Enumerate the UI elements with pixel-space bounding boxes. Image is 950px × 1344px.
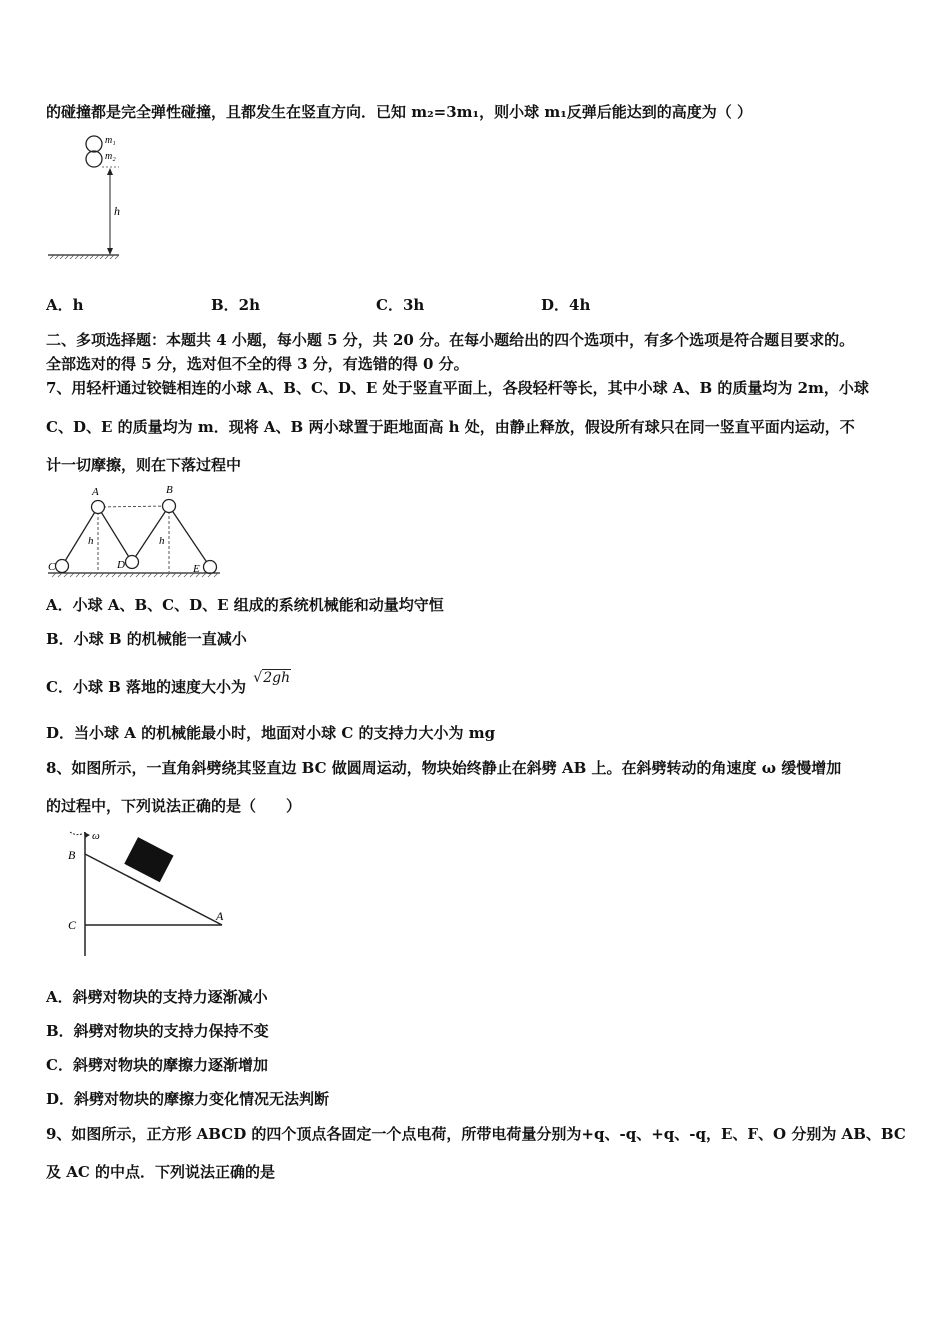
label-e: E (193, 563, 200, 575)
q8-line1: 8、如图所示，一直角斜劈绕其竖直边 BC 做圆周运动，物块始终静止在斜劈 AB 上。在斜劈转动的角速度 ω 缓慢增加 (46, 759, 842, 777)
label-a: A (216, 909, 224, 923)
q7-option-d: D．当小球 A 的机械能最小时，地面对小球 C 的支持力大小为 mg (46, 724, 496, 742)
q7-line2: C、D、E 的质量均为 m．现将 A、B 两小球置于距地面高 h 处，由静止释放，假设所有球只在同一竖直平面内运动，不 (46, 418, 855, 436)
ball-e (204, 561, 217, 574)
label-h2: h (159, 535, 165, 547)
ball-m2 (86, 151, 102, 167)
ball-a (92, 501, 105, 514)
q7-figure (44, 482, 224, 582)
label-omega: ω (92, 830, 100, 842)
ball-d (126, 556, 139, 569)
q7-option-c (46, 670, 291, 698)
q8-option-a: A．斜劈对物块的支持力逐渐减小 (46, 988, 268, 1006)
label-b: B (68, 848, 76, 862)
q6-figure (44, 130, 144, 265)
q7-option-b: B．小球 B 的机械能一直减小 (46, 630, 247, 648)
block (124, 837, 173, 882)
q8-figure (62, 826, 232, 961)
label-b: B (166, 484, 173, 496)
label-c: C (68, 918, 77, 932)
label-m2: m₂ (105, 151, 116, 162)
ball-c (56, 560, 69, 573)
q7-option-a: A．小球 A、B、C、D、E 组成的系统机械能和动量均守恒 (46, 596, 444, 614)
label-m1: m₁ (105, 135, 116, 146)
label-h1: h (88, 535, 94, 547)
section2-line2: 全部选对的得 5 分，选对但不全的得 3 分，有选错的得 0 分。 (46, 355, 469, 373)
q6-stem: 的碰撞都是完全弹性碰撞，且都发生在竖直方向．已知 m₂=3m₁，则小球 m₁反弹后能达到的高度为（ ） (46, 103, 753, 121)
q6-option-c: C．3h (376, 296, 425, 314)
label-a: A (92, 486, 99, 498)
ball-m1 (86, 136, 102, 152)
ball-b (163, 500, 176, 513)
q7-option-c-text: C．小球 B 落地的速度大小为 (46, 678, 247, 696)
q9-line1: 9、如图所示，正方形 ABCD 的四个顶点各固定一个点电荷，所带电荷量分别为+q、-q、+q、-q，E、F、O 分别为 AB、BC (46, 1125, 906, 1143)
q6-option-a: A．h (46, 296, 84, 314)
label-d: D (117, 559, 125, 571)
q8-line2: 的过程中，下列说法正确的是（ ） (46, 797, 302, 815)
q8-option-c: C．斜劈对物块的摩擦力逐渐增加 (46, 1056, 268, 1074)
q8-option-b: B．斜劈对物块的支持力保持不变 (46, 1022, 269, 1040)
q6-option-d: D．4h (541, 296, 591, 314)
sqrt-expression: √2gh (253, 670, 291, 686)
q6-option-b: B．2h (211, 296, 261, 314)
section2-line1: 二、多项选择题：本题共 4 小题，每小题 5 分，共 20 分。在每小题给出的四个选项中，有多个选项是符合题目要求的。 (46, 331, 855, 349)
label-c: C (48, 561, 56, 573)
label-h: h (114, 204, 120, 218)
q7-line3: 计一切摩擦，则在下落过程中 (46, 456, 242, 474)
q7-line1: 7、用轻杆通过铰链相连的小球 A、B、C、D、E 处于竖直平面上，各段轻杆等长，其中小球 A、B 的质量均为 2m，小球 (46, 379, 869, 397)
q9-line2: 及 AC 的中点．下列说法正确的是 (46, 1163, 276, 1181)
q8-option-d: D．斜劈对物块的摩擦力变化情况无法判断 (46, 1090, 330, 1108)
